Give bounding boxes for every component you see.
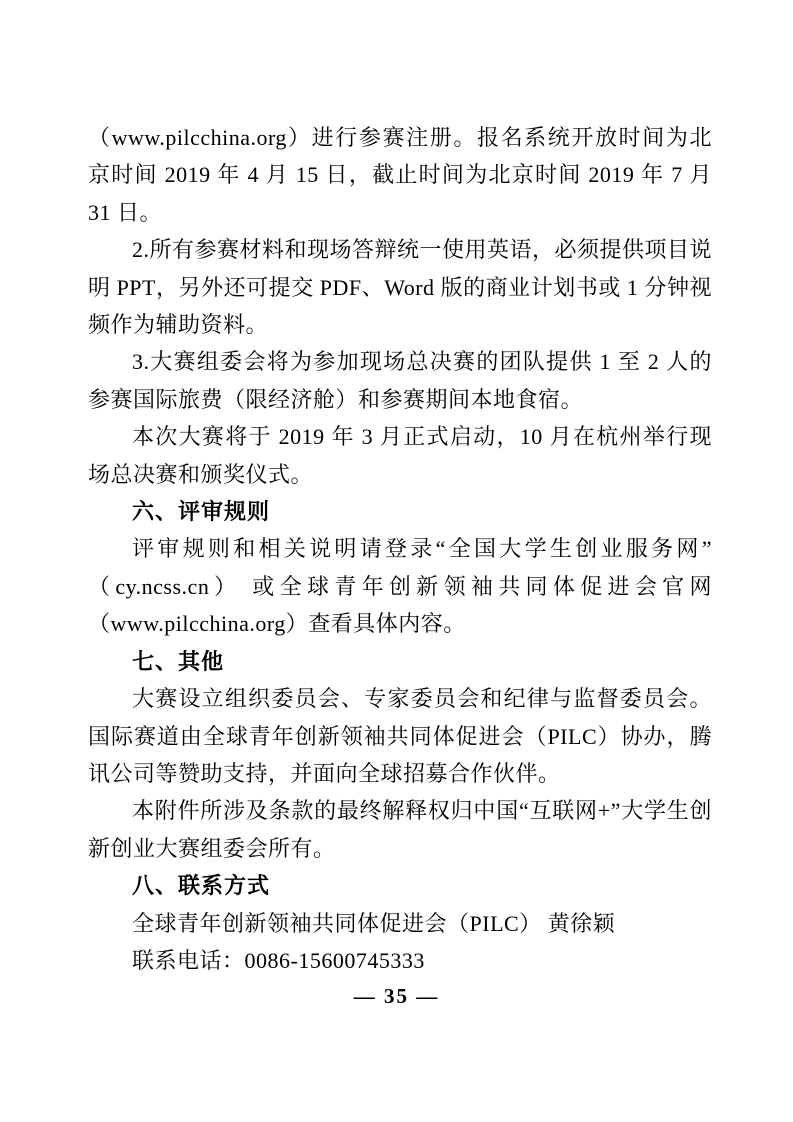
paragraph-rule-2-language: 2.所有参赛材料和现场答辩统一使用英语，必须提供项目说明 PPT，另外还可提交 PDF、Word 版的商业计划书或 1 分钟视频作为辅助资料。	[88, 237, 713, 338]
document-body	[88, 119, 712, 979]
page-number: — 35 —	[353, 984, 440, 1008]
paragraph-committees: 大赛设立组织委员会、专家委员会和纪律与监督委员会。国际赛道由全球青年创新领袖共同体促进会（PILC）协办，腾讯公司等赞助支持，并面向全球招募合作伙伴。	[88, 686, 712, 786]
section-heading-6-review-rules: 六、评审规则	[132, 499, 271, 525]
paragraph-schedule: 本次大赛将于 2019 年 3 月正式启动，10 月在杭州举行现场总决赛和颁奖仪式。	[88, 424, 712, 487]
section-heading-7-others: 七、其他	[132, 648, 225, 674]
paragraph-rule-3-travel: 3.大赛组委会将为参加现场总决赛的团队提供 1 至 2 人的参赛国际旅费（限经济舱）和参赛期间本地食宿。	[88, 349, 712, 412]
paragraph-contact-phone: 联系电话：0086-15600745333	[132, 947, 425, 973]
section-heading-8-contact: 八、联系方式	[132, 873, 271, 899]
paragraph-contact-person: 全球青年创新领袖共同体促进会（PILC） 黄徐颖	[132, 910, 616, 936]
paragraph-registration-deadline: （www.pilcchina.org）进行参赛注册。报名系统开放时间为北京时间 2019 年 4 月 15 日，截止时间为北京时间 2019 年 7 月 31 日。	[88, 125, 712, 225]
paragraph-review-rules: 评审规则和相关说明请登录“全国大学生创业服务网”（cy.ncss.cn） 或全球青年创新领袖共同体促进会官网（www.pilcchina.org）查看具体内容。	[88, 536, 712, 637]
paragraph-final-interpretation: 本附件所涉及条款的最终解释权归中国“互联网+”大学生创新创业大赛组委会所有。	[88, 798, 712, 861]
